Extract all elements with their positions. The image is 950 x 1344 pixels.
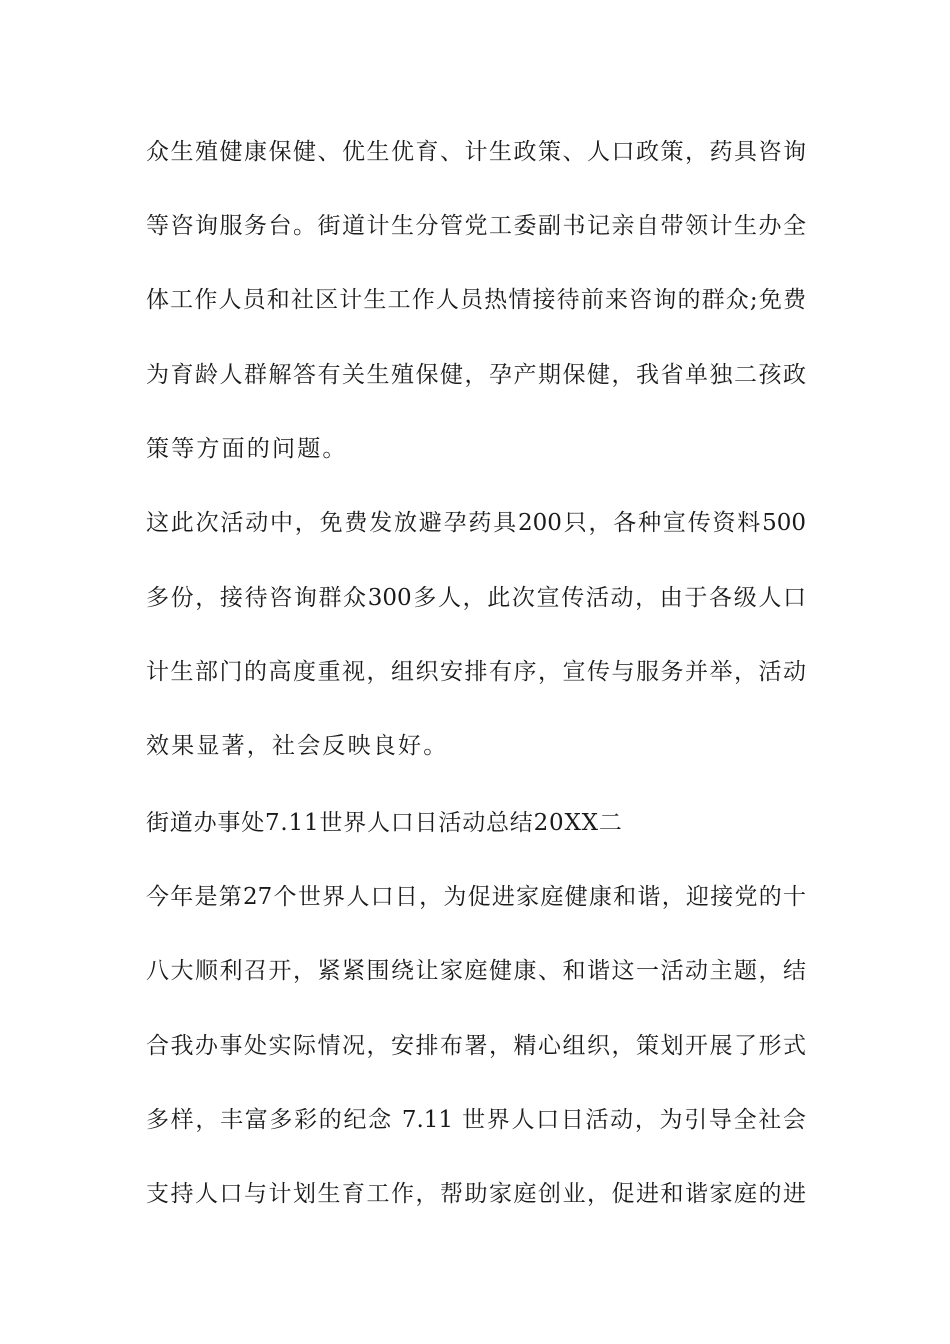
text-line: 支持人口与计划生育工作，帮助家庭创业，促进和谐家庭的进 bbox=[146, 1181, 806, 1207]
section-heading: 街道办事处7.11世界人口日活动总结20XX二 bbox=[146, 810, 623, 836]
text-line: 多样，丰富多彩的纪念 7.11 世界人口日活动，为引导全社会 bbox=[146, 1107, 806, 1133]
text-line: 等咨询服务台。街道计生分管党工委副书记亲自带领计生办全 bbox=[146, 213, 806, 239]
text-line: 合我办事处实际情况，安排布署，精心组织，策划开展了形式 bbox=[146, 1033, 806, 1059]
text-line: 策等方面的问题。 bbox=[146, 436, 348, 462]
text-line: 众生殖健康保健、优生优育、计生政策、人口政策，药具咨询 bbox=[146, 139, 806, 165]
text-line: 八大顺利召开，紧紧围绕让家庭健康、和谐这一活动主题，结 bbox=[146, 958, 806, 984]
text-line: 多份，接待咨询群众300多人，此次宣传活动，由于各级人口 bbox=[146, 585, 806, 611]
text-line: 体工作人员和社区计生工作人员热情接待前来咨询的群众;免费 bbox=[146, 287, 806, 313]
text-line: 今年是第27个世界人口日，为促进家庭健康和谐，迎接党的十 bbox=[146, 884, 806, 910]
text-line: 效果显著，社会反映良好。 bbox=[146, 733, 449, 759]
text-line: 计生部门的高度重视，组织安排有序，宣传与服务并举，活动 bbox=[146, 659, 806, 685]
text-line: 这此次活动中，免费发放避孕药具200只，各种宣传资料500 bbox=[146, 510, 806, 536]
text-line: 为育龄人群解答有关生殖保健，孕产期保健，我省单独二孩政 bbox=[146, 362, 806, 388]
